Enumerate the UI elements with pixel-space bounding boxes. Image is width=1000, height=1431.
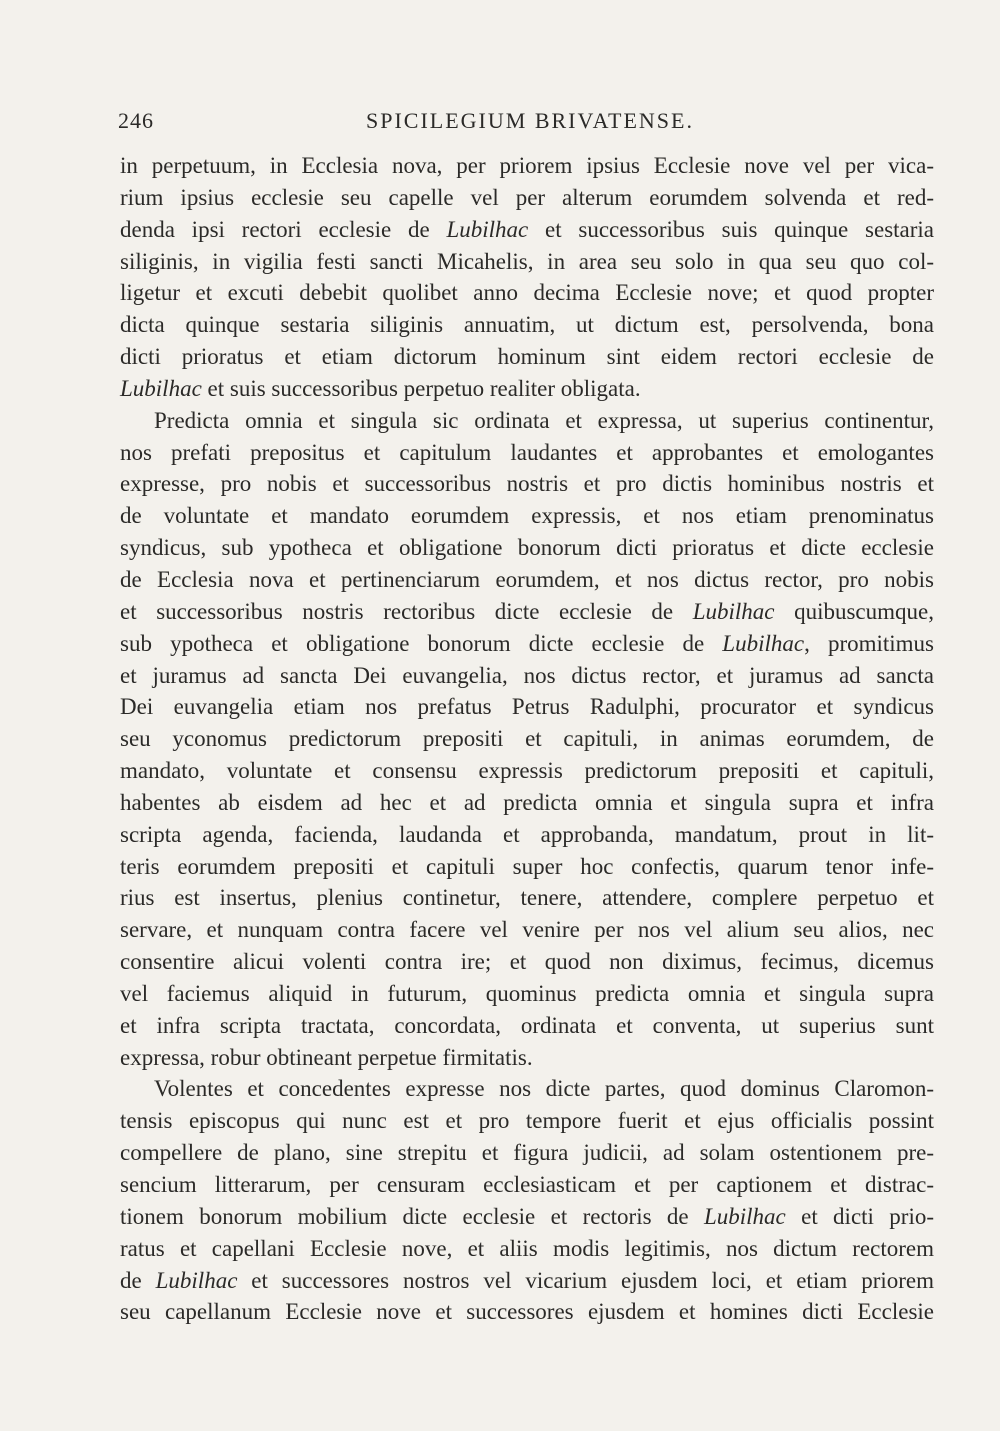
text-segment: , promitimus (804, 630, 934, 656)
text-segment: Volentes et concedentes expresse nos dicte partes, quod dominus Claromon- (154, 1076, 934, 1102)
text-line (120, 787, 934, 819)
text-line (120, 437, 934, 469)
page-number: 246 (118, 108, 154, 133)
text-line (120, 628, 934, 660)
text-line (120, 150, 934, 182)
running-head (118, 108, 934, 142)
text-segment: dicti prioratus et etiam dictorum hominum sint eidem rectori ecclesie de (120, 344, 934, 370)
text-segment: sub ypotheca et obligatione bonorum dicte ecclesie de (120, 630, 723, 656)
text-line (120, 405, 934, 437)
text-segment: Predicta omnia et singula sic ordinata et expressa, ut superius continentur, (154, 407, 934, 433)
text-segment: et suis successoribus perpetuo realiter obligata. (201, 375, 641, 401)
text-line (120, 755, 934, 787)
text-line (120, 246, 934, 278)
text-segment: et dicti prio- (785, 1203, 935, 1229)
text-line (120, 500, 934, 532)
text-segment: et infra scripta tractata, concordata, ordinata et conventa, ut superius sunt (120, 1012, 934, 1038)
italic-place-name: Lubilhac (155, 1267, 238, 1293)
text-line (120, 1010, 934, 1042)
text-segment: tensis episcopus qui nunc est et pro tempore fuerit et ejus officialis possint (120, 1108, 934, 1134)
text-segment: rius est insertus, plenius continetur, tenere, attendere, complere perpetuo et (120, 885, 934, 911)
text-line (120, 914, 934, 946)
text-line (120, 468, 934, 500)
text-line (120, 373, 934, 405)
text-segment: habentes ab eisdem ad hec et ad predicta omnia et singula supra et infra (120, 789, 934, 815)
text-line (120, 1073, 934, 1105)
text-segment: ligetur et excuti debebit quolibet anno decima Ecclesie nove; et quod propter (120, 280, 934, 306)
text-line (120, 1233, 934, 1265)
text-line (120, 1042, 934, 1074)
text-segment: Dei euvangelia etiam nos prefatus Petrus Radulphi, procurator et syndicus (120, 694, 934, 720)
text-segment: nos prefati prepositus et capitulum laudantes et approbantes et emologantes (120, 439, 934, 465)
text-line (120, 341, 934, 373)
text-line (120, 691, 934, 723)
text-line (120, 214, 934, 246)
text-segment: vel faciemus aliquid in futurum, quominus predicta omnia et singula supra (120, 980, 934, 1006)
text-line (120, 946, 934, 978)
text-line (120, 1201, 934, 1233)
text-segment: siliginis, in vigilia festi sancti Micahelis, in area seu solo in qua seu quo col- (120, 248, 934, 274)
text-line (120, 1265, 934, 1297)
text-segment: seu yconomus predictorum prepositi et capituli, in animas eorumdem, de (120, 726, 934, 752)
text-segment: consentire alicui volenti contra ire; et quod non diximus, fecimus, dicemus (120, 949, 934, 975)
text-line (120, 978, 934, 1010)
text-line (120, 882, 934, 914)
text-segment: tionem bonorum mobilium dicte ecclesie et rectoris de (120, 1203, 704, 1229)
text-line (120, 1169, 934, 1201)
text-segment: denda ipsi rectori ecclesie de (120, 216, 447, 242)
text-line (120, 309, 934, 341)
text-segment: expressa, robur obtineant perpetue firmitatis. (120, 1044, 533, 1070)
text-line (120, 660, 934, 692)
text-line (120, 277, 934, 309)
text-line (120, 1137, 934, 1169)
text-segment: ratus et capellani Ecclesie nove, et aliis modis legitimis, nos dictum rectorem (120, 1235, 934, 1261)
text-segment: sencium litterarum, per censuram ecclesiasticam et per captionem et distrac- (120, 1172, 934, 1197)
text-line (120, 596, 934, 628)
text-segment: de Ecclesia nova et pertinenciarum eorumdem, et nos dictus rector, pro nobis (120, 566, 934, 592)
text-segment: mandato, voluntate et consensu expressis predictorum prepositi et capituli, (120, 758, 934, 784)
running-title: SPICILEGIUM BRIVATENSE. (366, 108, 694, 133)
italic-place-name: Lubilhac (703, 1203, 786, 1229)
italic-place-name: Lubilhac (120, 375, 202, 401)
text-segment: quibuscumque, (774, 598, 934, 624)
text-line (120, 1105, 934, 1137)
text-line (120, 182, 934, 214)
text-line (120, 1296, 934, 1328)
text-segment: de voluntate et mandato eorumdem expressis, et nos etiam prenominatus (120, 503, 934, 529)
text-segment: dicta quinque sestaria siliginis annuatim, ut dictum est, persolvenda, bona (120, 312, 934, 338)
text-segment: rium ipsius ecclesie seu capelle vel per alterum eorumdem solvenda et red- (120, 184, 934, 210)
text-segment: teris eorumdem prepositi et capituli super hoc confectis, quarum tenor infe- (120, 853, 934, 879)
text-segment: et successoribus nostris rectoribus dicte ecclesie de (120, 598, 693, 624)
italic-place-name: Lubilhac (692, 598, 775, 624)
body-text (120, 150, 934, 1328)
text-line (120, 723, 934, 755)
text-segment: in perpetuum, in Ecclesia nova, per priorem ipsius Ecclesie nove vel per vica- (120, 153, 934, 178)
text-line (120, 564, 934, 596)
text-segment: expresse, pro nobis et successoribus nostris et pro dictis hominibus nostris et (120, 471, 934, 497)
text-line (120, 532, 934, 564)
italic-place-name: Lubilhac (722, 630, 805, 656)
text-line (120, 851, 934, 883)
text-segment: de (120, 1267, 156, 1293)
text-segment: scripta agenda, facienda, laudanda et approbanda, mandatum, prout in lit- (120, 821, 934, 847)
text-segment: et juramus ad sancta Dei euvangelia, nos dictus rector, et juramus ad sancta (120, 662, 934, 688)
italic-place-name: Lubilhac (446, 216, 529, 242)
text-line (120, 819, 934, 851)
text-segment: syndicus, sub ypotheca et obligatione bonorum dicti prioratus et dicte ecclesie (120, 535, 934, 561)
text-segment: servare, et nunquam contra facere vel venire per nos vel alium seu alios, nec (120, 917, 934, 943)
text-segment: compellere de plano, sine strepitu et figura judicii, ad solam ostentionem pre- (120, 1140, 934, 1166)
text-segment: seu capellanum Ecclesie nove et successores ejusdem et homines dicti Ecclesie (120, 1299, 934, 1325)
text-segment: et successores nostros vel vicarium ejusdem loci, et etiam priorem (237, 1267, 934, 1293)
text-segment: et successoribus suis quinque sestaria (528, 216, 934, 242)
